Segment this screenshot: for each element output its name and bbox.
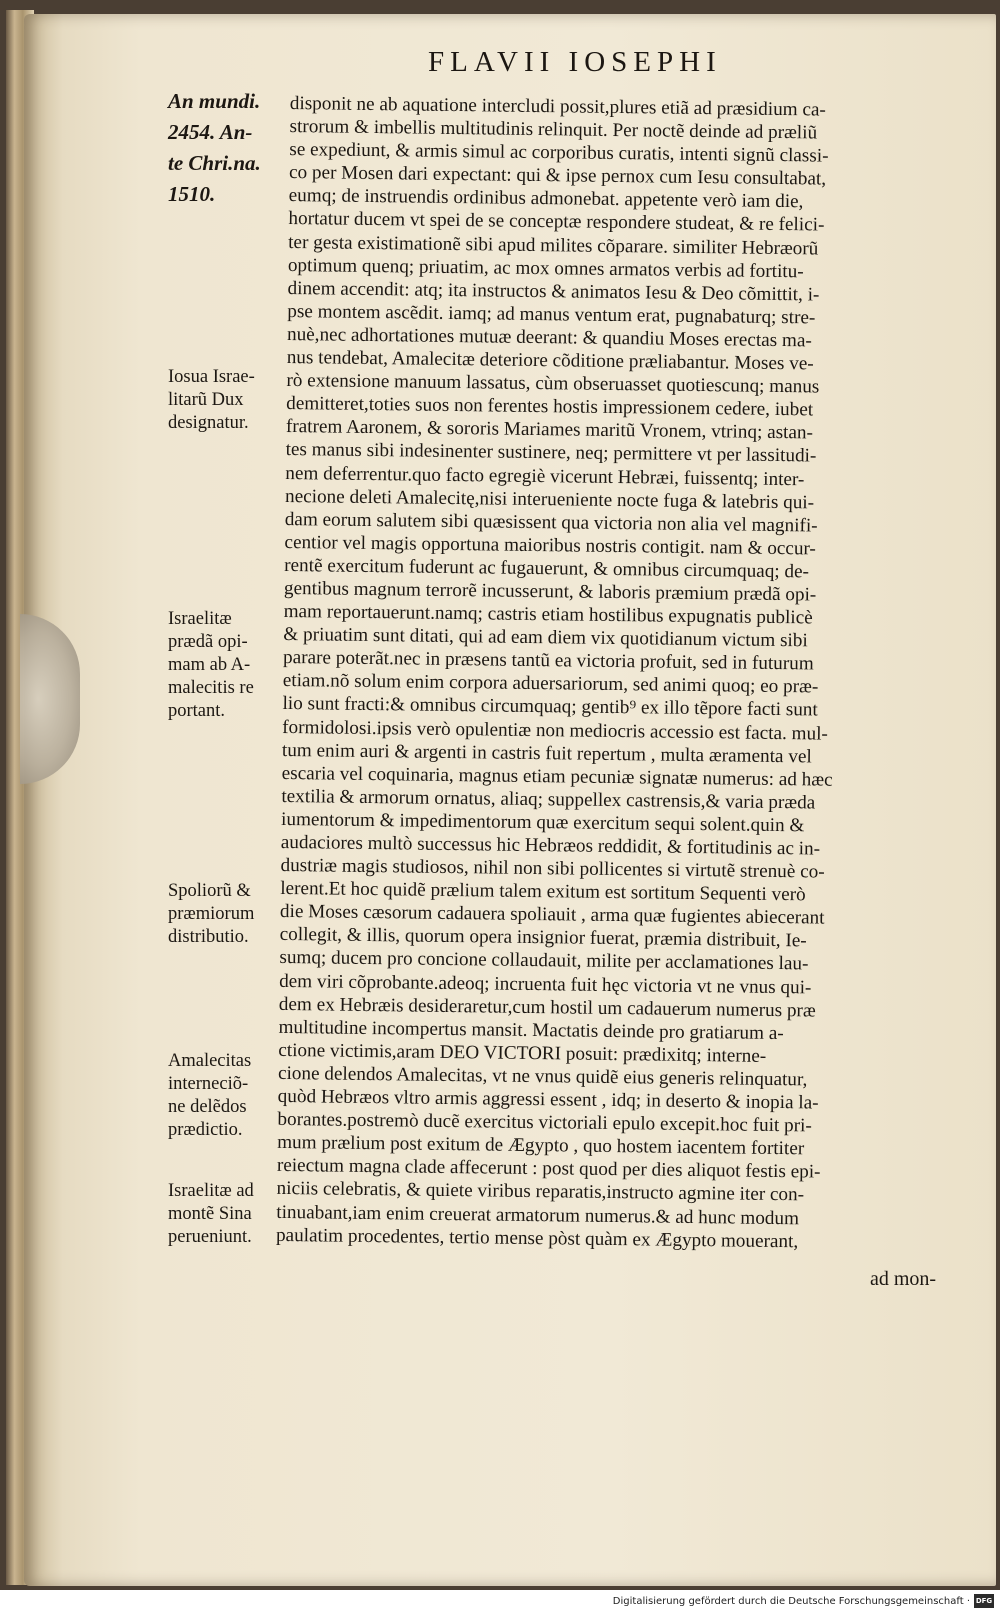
year-note-line: te Chri.na.: [168, 151, 261, 175]
body-line: ter gesta existimationẽ sibi apud milites cõparare. similiter Hebræorũ: [288, 231, 819, 260]
running-head: FLAVII IOSEPHI: [428, 46, 722, 78]
body-line: mum prælium post exitum de Ægypto , quo hostem iacentem fortiter: [277, 1132, 805, 1160]
body-line: reiectum magna clade affecerunt : post quod per dies aliquot festis epi-: [276, 1155, 821, 1183]
marginal-note-line: Spoliorũ &: [168, 881, 251, 901]
body-line: co per Mosen dari expectant: qui & ipse pernox cum Iesu consultabat,: [288, 162, 827, 190]
body-line: nem deferrentur.quo facto egregiè vicerunt Hebræi, fuissentq; inter-: [285, 462, 805, 490]
body-line: mam reportauerunt.namq; castris etiam hostilibus expugnatis publicè: [283, 601, 813, 629]
marginal-note-line: perueniunt.: [168, 1227, 252, 1247]
body-line: fratrem Aaronem, & sororis Mariames maritũ Vronem, vtrinq; astan-: [285, 416, 814, 444]
marginal-note-line: præmiorum: [168, 904, 255, 924]
dfg-logo: DFG: [974, 1594, 994, 1608]
body-line: ctione victimis,aram DEO VICTORI posuit: prædixitq; interne-: [278, 1039, 767, 1067]
body-line: dam eorum salutem sibi quæsissent qua victoria non alia vel magnifi-: [284, 508, 818, 537]
marginal-note-line: Israelitæ: [168, 609, 232, 629]
body-line: escaria vel coquinaria, magnus etiam pecuniæ signatæ numerus: ad hæc: [281, 762, 833, 791]
body-line: lio sunt fracti:& omnibus circumquaq; gentib⁹ ex illo tẽpore facti sunt: [282, 693, 818, 721]
body-line: pse montem ascẽdit. iamq; ad manus ventum erat, pugnabaturq; stre-: [287, 300, 816, 329]
footer-credit: Digitalisierung gefördert durch die Deutsche Forschungsgemeinschaft ·: [612, 1596, 970, 1607]
marginal-note-israelitae-praeda: [168, 608, 286, 723]
body-line: rentẽ exercitum fuderunt ac fugauerunt, & omnibus circumquaq; de-: [284, 554, 810, 583]
catchword: ad mon-: [870, 1268, 937, 1290]
body-line: lerent.Et hoc quidẽ prælium talem exitum est sortitum Sequenti verò: [280, 878, 806, 906]
body-line: optimum quenq; priuatim, ac mox omnes armatos verbis ad fortitu-: [287, 254, 804, 282]
marginal-note-line: prædictio.: [168, 1120, 243, 1140]
marginal-note-line: ne delẽdos: [168, 1097, 247, 1117]
body-line: se expediunt, & armis simul ac corporibus curatis, intenti signũ classi-: [289, 139, 829, 167]
body-line: demitteret,toties suos non ferentes hostis impressionem cedere, iubet: [286, 393, 814, 421]
marginal-note-spoliorum: [168, 880, 286, 949]
marginal-note-line: mam ab A-: [168, 655, 251, 675]
body-text: [276, 92, 954, 1255]
body-line: eumq; de instruendis ordinibus admonebat. appetente verò iam die,: [288, 185, 804, 213]
body-line: quòd Hebræos vltro armis aggressi essent , idq; in deserto & inopia la-: [277, 1085, 819, 1114]
body-line: parare poterãt.nec in præsens tantũ ea victoria profuit, sed in futurum: [282, 647, 814, 675]
year-marginal-note: [168, 86, 288, 210]
marginal-note-line: litarũ Dux: [168, 390, 244, 410]
marginal-note-line: Israelitæ ad: [168, 1181, 254, 1201]
body-line: & priuatim sunt ditati, qui ad eam diem vix quotidianum victum sibi: [283, 624, 808, 652]
body-line: borantes.postremò ducẽ exercitus victoriali epulo excepit.hoc fuit pri-: [277, 1109, 812, 1137]
marginal-note-line: prædã opi-: [168, 632, 248, 652]
marginal-note-line: portant.: [168, 701, 226, 721]
body-line: niciis celebratis, & quiete viribus reparatis,instructo agmine iter con-: [276, 1178, 805, 1206]
body-line: die Moses cæsorum cadauera spoliauit , arma quæ fugientes abiecerant: [279, 901, 825, 929]
body-line: iumentorum & impedimentorum quæ exercitum sequi solent.quin &: [280, 808, 805, 837]
year-note-line: 1510.: [168, 182, 216, 206]
body-line: disponit ne ab aquatione intercludi possit,plures etiã ad præsidium ca-: [289, 92, 827, 121]
body-line: hortatur ducem vt spei de se conceptæ respondere studeat, & re felici-: [288, 208, 825, 237]
body-line: paulatim procedentes, tertio mense pòst quàm ex Ægypto mouerant,: [275, 1224, 799, 1252]
body-line: collegit, & illis, quorum opera insignior fuerat, præmia distribuit, Ie-: [279, 924, 807, 952]
marginal-note-line: interneciõ-: [168, 1074, 249, 1094]
year-note-line: 2454. An-: [168, 120, 253, 144]
marginal-note-line: Amalecitas: [168, 1051, 252, 1071]
marginal-note-line: malecitis re: [168, 678, 254, 698]
marginal-note-line: montẽ Sina: [168, 1204, 252, 1224]
body-line: tinuabant,iam enim creuerat armatorum numerus.& ad hunc modum: [276, 1201, 800, 1229]
marginal-note-iosua: [168, 366, 286, 435]
marginal-note-line: Iosua Israe-: [168, 367, 255, 387]
body-line: nuè,nec adhortationes mutuæ deerant: & quandiu Moses erectas ma-: [286, 323, 812, 352]
body-line: cione delendos Amalecitas, vt ne vnus quidẽ eius generis relinquatur,: [277, 1062, 808, 1091]
marginal-note-line: designatur.: [168, 413, 249, 433]
footer-bar: [0, 1590, 1000, 1617]
body-line: centior vel magis opportuna maioribus nostris contigit. nam & occur-: [284, 531, 817, 560]
body-line: dem ex Hebræis desideraretur,cum hostil um cadauerum numerus præ: [278, 993, 816, 1022]
body-line: formidolosi.ipsis verò opulentiæ non mediocris accessio est facta. mul-: [282, 716, 829, 745]
body-line: dinem accendit: atq; ita instructos & animatos Iesu & Deo cõmittit, i-: [287, 277, 820, 306]
body-line: gentibus magnum terrorẽ incusserunt, & laboris præmium prædã opi-: [283, 577, 817, 606]
body-line: nus tendebat, Amalecitæ deteriore cõditione præliabantur. Moses ve-: [286, 347, 814, 375]
marginal-note-amalecitas: [168, 1050, 286, 1142]
marginal-note-line: distributio.: [168, 927, 249, 947]
body-line: audaciores multò successus hic Hebræos reddidit, & fortitudinis ac in-: [280, 831, 821, 860]
body-line: dem viri cõprobante.adeoq; incruenta fuit hęc victoria vt ne vnus qui-: [279, 970, 812, 998]
year-note-line: An mundi.: [168, 89, 261, 113]
body-line: necione deleti Amalecitę,nisi interueniente nocte fuga & latebris qui-: [284, 485, 815, 514]
body-line: rò extensione manuum lassatus, cùm obseruasset quotiescunq; manus: [286, 370, 820, 398]
body-line: dustriæ magis studiosos, nihil non sibi pollicentes si virtutẽ strenuè co-: [280, 855, 825, 883]
body-line: textilia & armorum ornatus, aliaq; suppellex castrensis,& varia præda: [281, 785, 816, 814]
body-line: strorum & imbellis multitudinis relinquit. Per noctẽ deinde ad præliũ: [289, 116, 818, 144]
page-clip: [20, 614, 80, 784]
body-line: tum enim auri & argenti in castris fuit repertum , multa æramenta vel: [281, 739, 812, 768]
body-line: sumq; ducem pro concione collaudauit, milite per acclamationes lau-: [279, 947, 809, 975]
body-line: etiam.nõ solum enim corpora aduersariorum, sed animi quoq; eo præ-: [282, 670, 819, 698]
marginal-note-sina: [168, 1180, 286, 1249]
body-line: multitudine incompertus mansit. Mactatis deinde pro gratiarum a-: [278, 1016, 784, 1044]
body-line: tes manus sibi indesinenter sustinere, neq; permittere vt per lassitudi-: [285, 439, 817, 467]
